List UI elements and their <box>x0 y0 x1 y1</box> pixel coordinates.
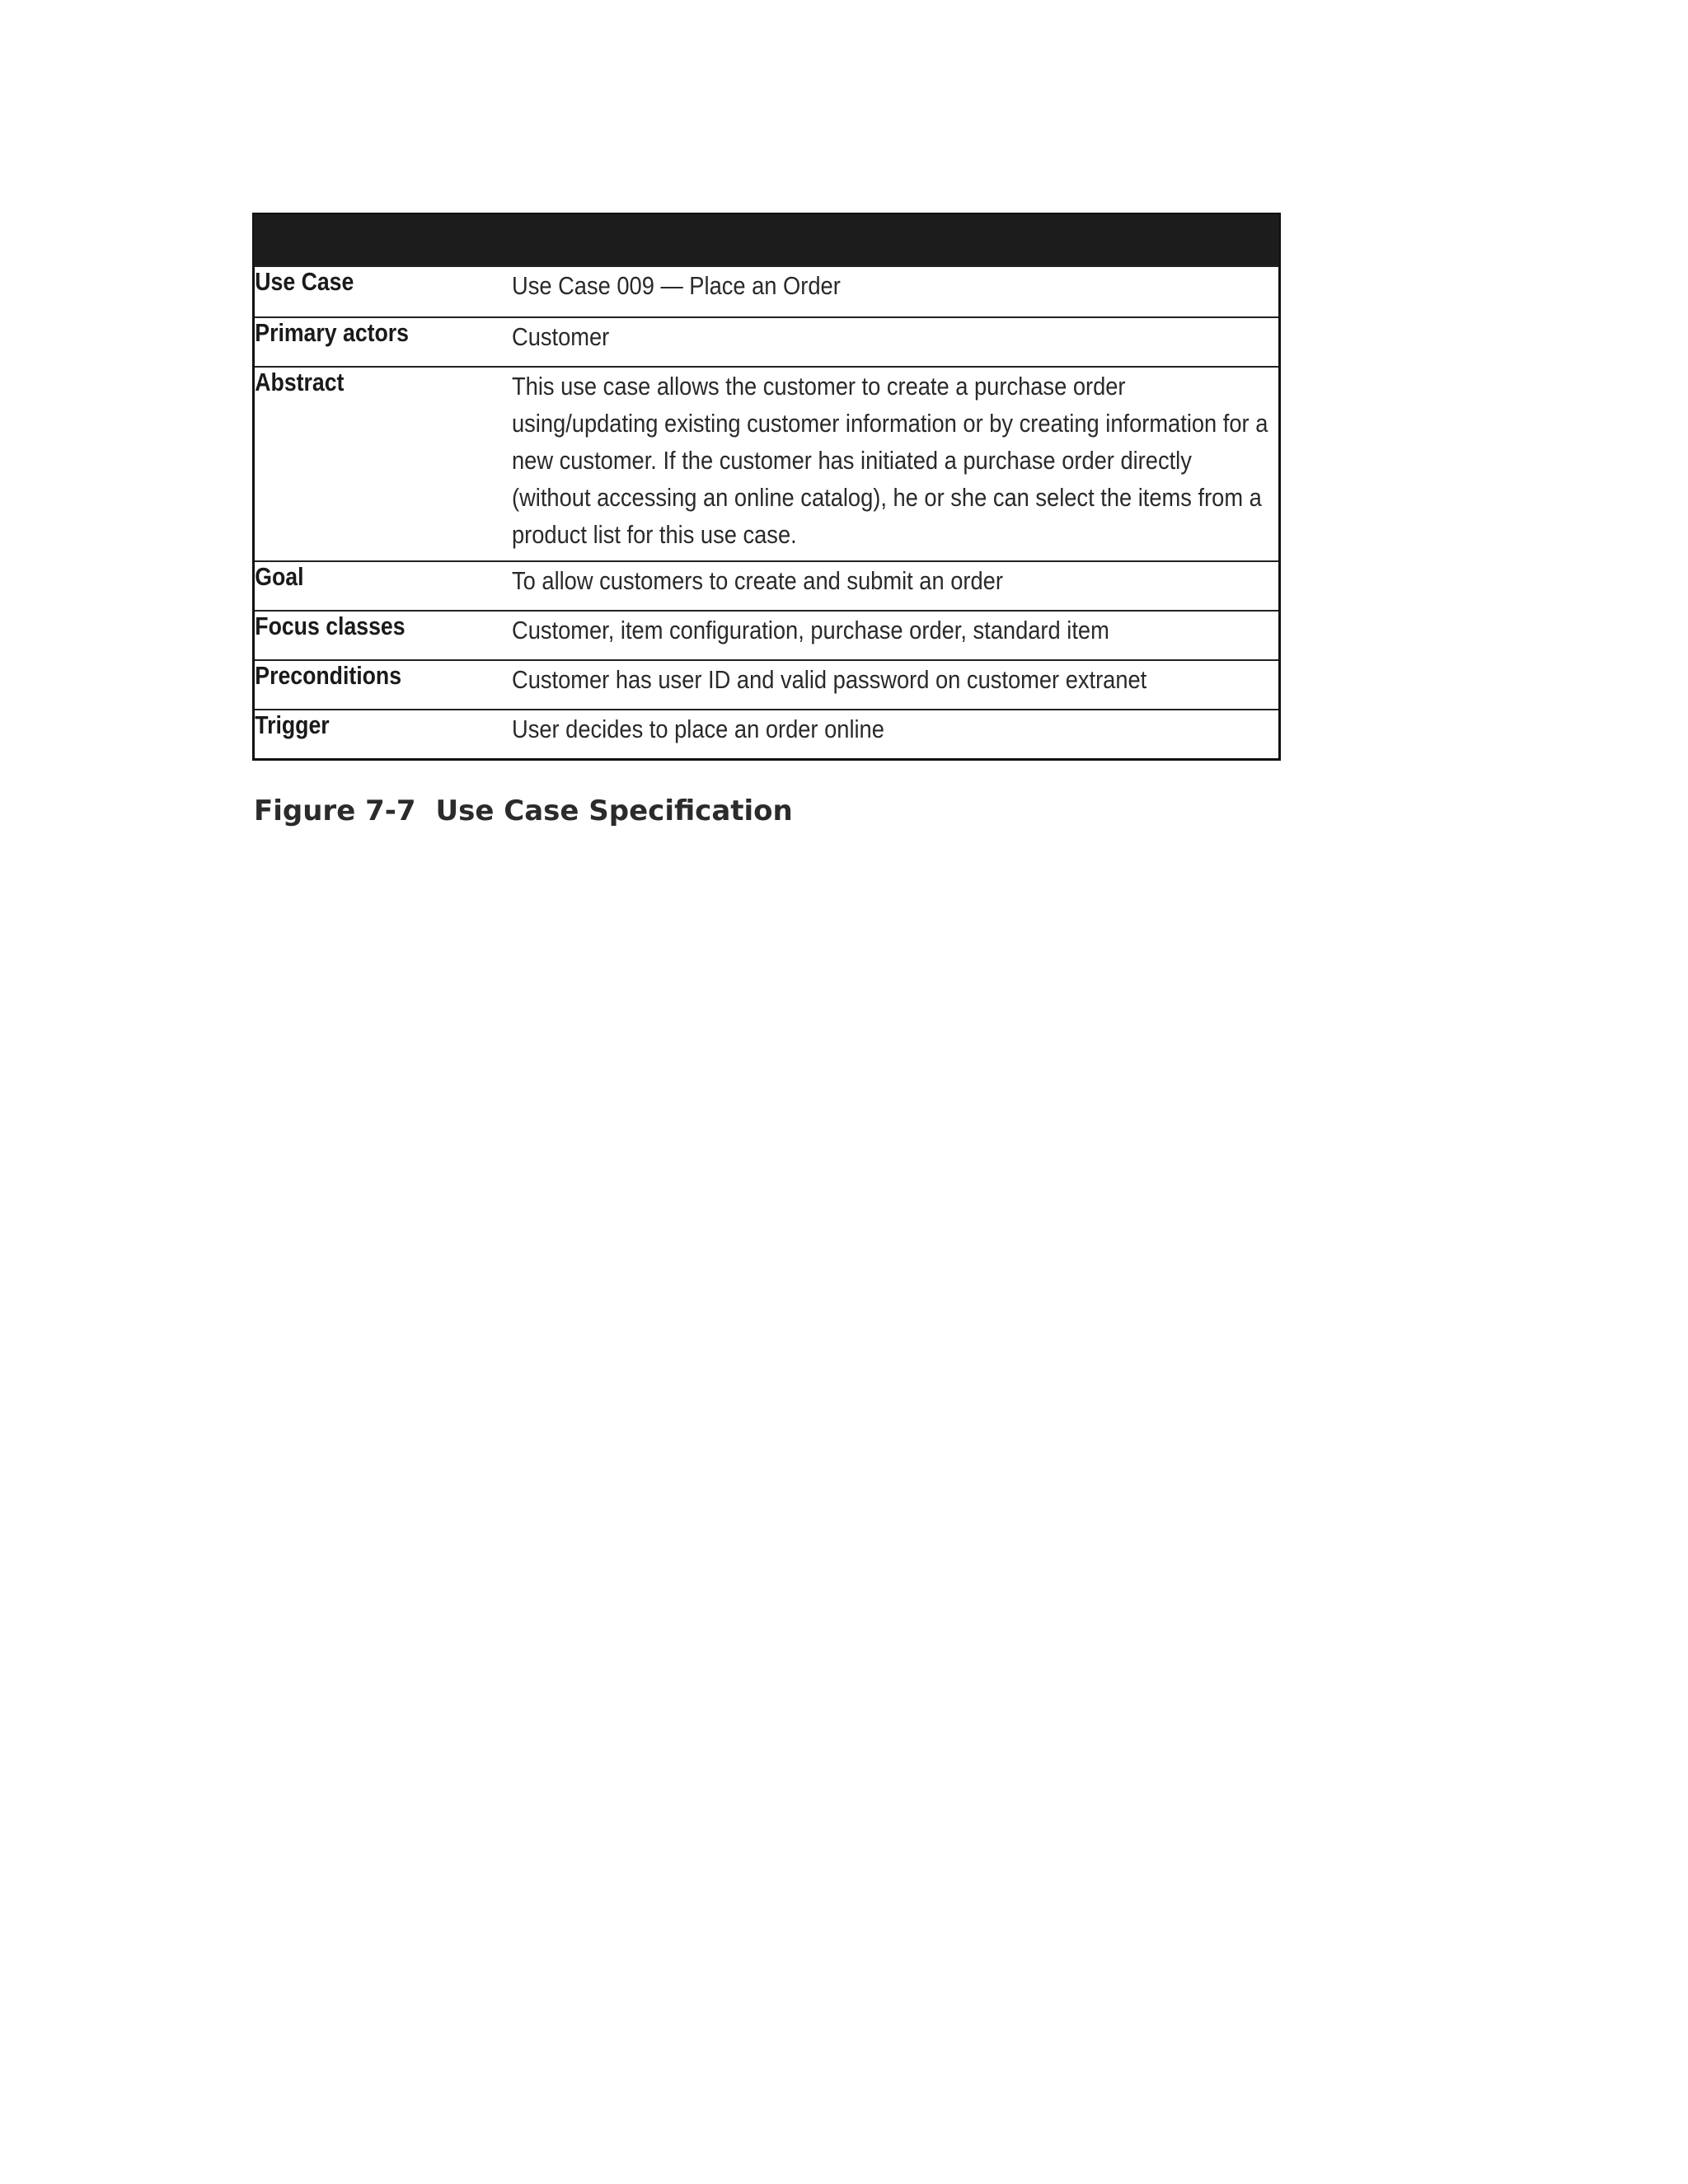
table-row <box>254 561 1280 611</box>
use-case-specification-figure <box>252 213 1281 761</box>
table-row <box>254 317 1280 367</box>
table-row <box>254 710 1280 760</box>
table-row <box>254 266 1280 317</box>
table-row <box>254 660 1280 710</box>
row-value-primary-actors: Customer <box>512 317 1280 367</box>
row-label-preconditions: Preconditions <box>254 660 476 710</box>
row-value-trigger: User decides to place an order online <box>512 710 1280 760</box>
row-label-use-case: Use Case <box>254 266 476 317</box>
row-label-trigger: Trigger <box>254 710 476 760</box>
row-value-focus-classes: Customer, item configuration, purchase order, standard item <box>512 611 1280 660</box>
use-case-table <box>252 265 1281 761</box>
row-label-primary-actors: Primary actors <box>254 317 476 367</box>
figure-title: Use Case Specification <box>435 794 793 827</box>
row-label-goal: Goal <box>254 561 476 611</box>
figure-caption <box>254 794 793 827</box>
row-label-focus-classes: Focus classes <box>254 611 476 660</box>
table-row <box>254 611 1280 660</box>
row-label-abstract: Abstract <box>254 367 476 561</box>
row-value-goal: To allow customers to create and submit an order <box>512 561 1280 611</box>
row-value-use-case: Use Case 009 — Place an Order <box>512 266 1280 317</box>
row-value-preconditions: Customer has user ID and valid password on customer extranet <box>512 660 1280 710</box>
table-header-bar <box>252 213 1281 265</box>
table-row <box>254 367 1280 561</box>
row-value-abstract: This use case allows the customer to create a purchase order using/updating existing customer information or by creating information for a new customer. If the customer has initiated a purchase order directly (without accessing an online catalog), he or she can select the items from a product list for this use case. <box>512 367 1280 561</box>
figure-number: Figure 7-7 <box>254 794 416 827</box>
